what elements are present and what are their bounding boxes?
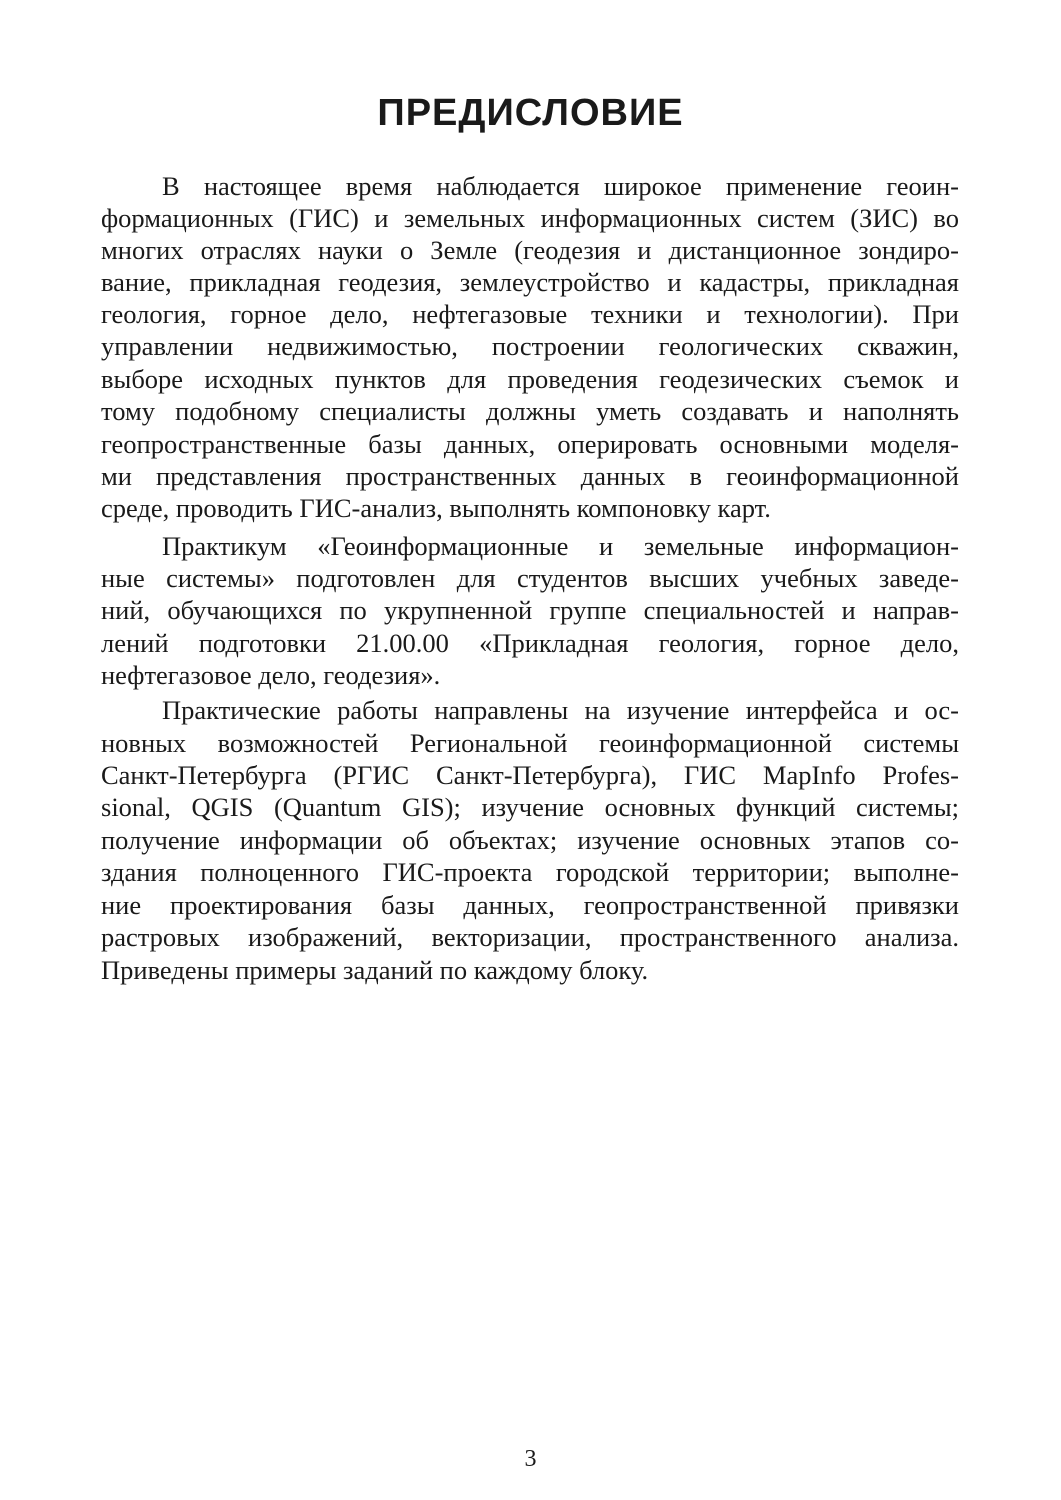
paragraph-3-line-9: Приведены примеры заданий по каждому блоку. (101, 955, 649, 985)
paragraph-3-line-5: получение информации об объектах; изучение основных этапов со- (101, 825, 959, 855)
paragraph-1-line-6: управлении недвижимостью, построении геологических скважин, (101, 331, 959, 361)
paragraph-2-line-2: ные системы» подготовлен для студентов высших учебных заведе- (101, 563, 959, 593)
page-title: ПРЕДИСЛОВИЕ (377, 92, 684, 134)
paragraph-3-line-7: ние проектирования базы данных, геопространственной привязки (101, 890, 959, 920)
paragraph-1-line-3: многих отраслях науки о Земле (геодезия и дистанционное зондиро- (101, 235, 959, 265)
paragraph-1-line-8: тому подобному специалисты должны уметь создавать и наполнять (101, 396, 959, 426)
paragraph-3-line-2: новных возможностей Региональной геоинформационной системы (101, 728, 959, 758)
paragraph-1-line-4: вание, прикладная геодезия, землеустройство и кадастры, прикладная (101, 267, 959, 297)
paragraph-1-line-7: выборе исходных пунктов для проведения геодезических съемок и (101, 364, 959, 394)
paragraph-1-line-2: формационных (ГИС) и земельных информационных систем (ЗИС) во (101, 203, 959, 233)
paragraph-2-line-3: ний, обучающихся по укрупненной группе специальностей и направ- (101, 595, 959, 625)
paragraph-1-line-5: геология, горное дело, нефтегазовые техники и технологии). При (101, 299, 959, 329)
paragraph-3-line-8: растровых изображений, векторизации, пространственного анализа. (101, 922, 959, 952)
paragraph-2-line-4: лений подготовки 21.00.00 «Прикладная геология, горное дело, (101, 628, 959, 658)
paragraph-3-line-6: здания полноценного ГИС-проекта городской территории; выполне- (101, 857, 959, 887)
paragraph-1-line-9: геопространственные базы данных, оперировать основными моделя- (101, 429, 959, 459)
paragraph-3-line-4: sional, QGIS (Quantum GIS); изучение основных функций системы; (101, 792, 959, 822)
paragraph-1-line-11: среде, проводить ГИС-анализ, выполнять компоновку карт. (101, 493, 771, 523)
paragraph-2-line-5: нефтегазовое дело, геодезия». (101, 660, 441, 690)
paragraph-3-line-1: Практические работы направлены на изучение интерфейса и ос- (162, 695, 959, 725)
paragraph-1-line-1: В настоящее время наблюдается широкое применение геоин- (162, 171, 959, 201)
paragraph-2-line-1: Практикум «Геоинформационные и земельные информацион- (162, 531, 959, 561)
paragraph-3-line-3: Санкт-Петербурга (РГИС Санкт-Петербурга), ГИС MapInfo Profes- (101, 760, 959, 790)
page-number: 3 (524, 1446, 537, 1472)
paragraph-1-line-10: ми представления пространственных данных в геоинформационной (101, 461, 959, 491)
